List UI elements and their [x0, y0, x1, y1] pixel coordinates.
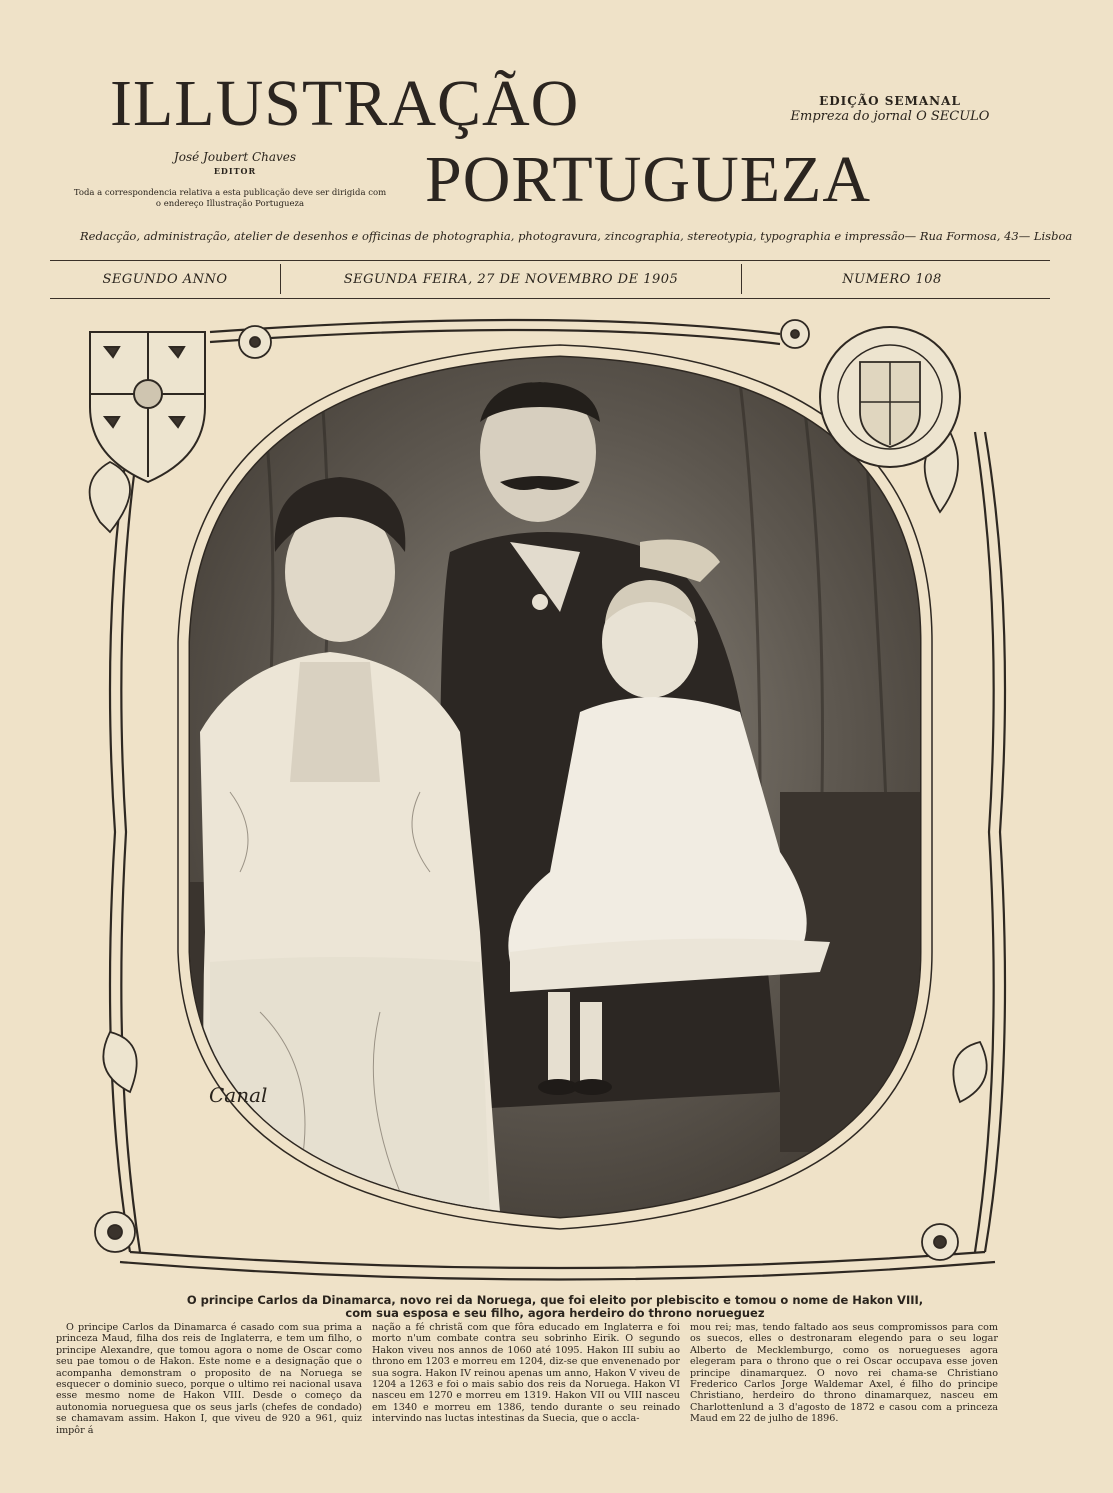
issue-number: NUMERO 108 [842, 271, 942, 287]
article-text: nação a fé christã com que fôra educado em Inglaterra e foi morto n'um combate contra seu sobrinho Eirik. O segundo Hakon viveu nos annos de 1060 até 1095. Hakon III subiu ao throno em 1203 e morreu em 1204, diz-se que envenenado por sua sogra. Hakon IV reinou apenas um anno, Hakon V viveu de 1204 a 1263 e foi o mais sabio dos reis da Noruega. Hakon VI nasceu em 1270 e morreu em 1319. Hakon VII ou VIII nasceu em 1340 e morreu em 1386, tendo durante o seu reinado intervindo nas luctas intestinas da Suecia, que o accla- [372, 1322, 680, 1425]
garter-seal-icon [820, 327, 960, 467]
header-top-rule [50, 260, 1050, 261]
correspondence-note: Toda a correspondencia relativa a esta publicação deve ser dirigida com o endereço Illustração Portugueza [73, 188, 387, 209]
editor-name: José Joubert Chaves [173, 150, 297, 164]
header-row [50, 262, 1050, 296]
article-text: O principe Carlos da Dinamarca é casado com sua prima a princeza Maud, filha dos reis de Inglaterra, e tem um filho, o principe Alexandre, que tomou agora o nome de Oscar como seu pae tomou o de Hakon. Este nome e a designação que o acompanha demonstram o proposito de na Noruega se esquecer o dominio sueco, porque o ultimo rei nacional usava esse mesmo nome de Hakon VIII. Desde o começo da autonomia norueguesa que os seus jarls (chefes de condado) se chamavam assim. Hakon I, que viveu de 920 a 961, quiz impôr á [56, 1322, 362, 1436]
article-column-1 [56, 1322, 362, 1436]
image-caption [60, 1294, 1050, 1320]
masthead-title-line1: ILLUSTRAÇÃO [110, 67, 580, 140]
royal-family-engraving [60, 312, 1055, 1292]
caption-line-2: com sua esposa e seu filho, agora herdeiro do throno norueguez [345, 1306, 765, 1320]
article-column-2 [372, 1322, 680, 1425]
editor-role: EDITOR [213, 166, 257, 176]
header-bottom-rule [50, 298, 1050, 299]
danish-coat-of-arms-icon [90, 332, 205, 482]
article-column-3 [690, 1322, 998, 1425]
caption-line-1: O principe Carlos da Dinamarca, novo rei da Noruega, que foi eleito por plebiscito e tomou o nome de Hakon VIII, [186, 1293, 924, 1307]
date-label: SEGUNDA FEIRA, 27 DE NOVEMBRO DE 1905 [343, 271, 679, 287]
edition-label: EDIÇÃO SEMANAL [819, 94, 961, 108]
artist-signature: Canal [209, 1083, 268, 1107]
masthead-title-line2: PORTUGUEZA [425, 143, 872, 216]
address-line: Redacção, administração, atelier de desenhos e officinas de photographia, photogravura, zincographia, stereotypia, typographia e impressão— Rua Formosa, 43— Lisboa [80, 229, 1073, 243]
year-label: SEGUNDO ANNO [102, 271, 228, 287]
publisher-label: Empreza do jornal O SECULO [790, 109, 990, 124]
article-text: mou rei; mas, tendo faltado aos seus compromissos para com os suecos, elles o destronaram elegendo para o seu logar Alberto de Mecklemburgo, como os noruegueses agora elegeram para o throno que o rei Oscar occupava esse joven principe dinamarquez. O novo rei chama-se Christiano Frederico Carlos Jorge Waldemar Axel, é filho do principe Christiano, herdeiro do throno dinamarquez, nasceu em Charlottenlund a 3 d'agosto de 1872 e casou com a princeza Maud em 22 de julho de 1896. [690, 1322, 998, 1425]
